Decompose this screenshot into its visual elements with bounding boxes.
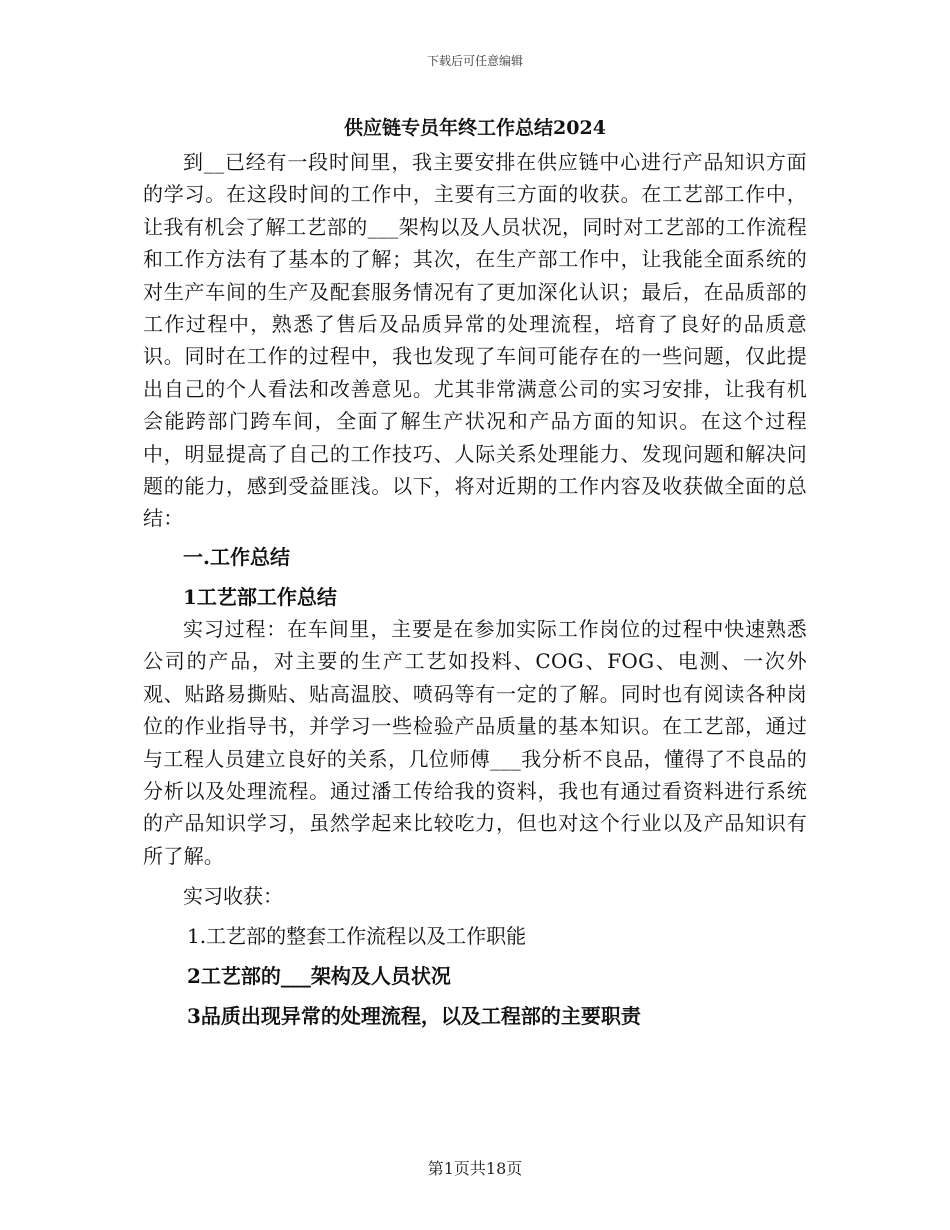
gains-item-3: 3品质出现异常的处理流程，以及工程部的主要职责: [187, 1004, 641, 1029]
gains-item-2: 2工艺部的___架构及人员状况: [187, 964, 451, 989]
page-header-note: 下载后可任意编辑: [426, 54, 523, 68]
process-paragraph: 实习过程：在车间里，主要是在参加实际工作岗位的过程中快速熟悉公司的产品，对主要的生产工艺如投料、COG、FOG、电测、一次外观、贴路易撕贴、贴高温胶、喷码等有一定的了解。同时也有阅读各种岗位的作业指导书，并学习一些检验产品质量的基本知识。在工艺部，通过与工程人员建立良好的关系，几位师傅___我分析不良品，懂得了不良品的分析以及处理流程。通过潘工传给我的资料，我也有通过看资料进行系统的产品知识学习，虽然学起来比较吃力，但也对这个行业以及产品知识有所了解。: [143, 616, 807, 868]
gains-item-1: 1.工艺部的整套工作流程以及工作职能: [187, 924, 527, 949]
document-title: 供应链专员年终工作总结2024: [344, 117, 606, 139]
section-heading: 一.工作总结: [183, 544, 290, 569]
intro-paragraph: 到__已经有一段时间里，我主要安排在供应链中心进行产品知识方面的学习。在这段时间的工作中，主要有三方面的收获。在工艺部工作中，让我有机会了解工艺部的___架构以及人员状况，同时对工艺部的工作流程和工作方法有了基本的了解；其次，在生产部工作中，让我能全面系统的对生产车间的生产及配套服务情况有了更加深化认识；最后，在品质部的工作过程中，熟悉了售后及品质异常的处理流程，培育了良好的品质意识。同时在工作的过程中，我也发现了车间可能存在的一些问题，仅此提出自己的个人看法和改善意见。尤其非常满意公司的实习安排，让我有机会能跨部门跨车间，全面了解生产状况和产品方面的知识。在这个过程中，明显提高了自己的工作技巧、人际关系处理能力、发现问题和解决问题的能力，感到受益匪浅。以下，将对近期的工作内容及收获做全面的总结：: [143, 150, 807, 531]
subsection-heading: 1工艺部工作总结: [183, 584, 337, 609]
page-footer-info: 第1页共18页: [427, 1159, 523, 1178]
document-body: [143, 114, 807, 1036]
gains-label: 实习收获：: [183, 884, 283, 909]
